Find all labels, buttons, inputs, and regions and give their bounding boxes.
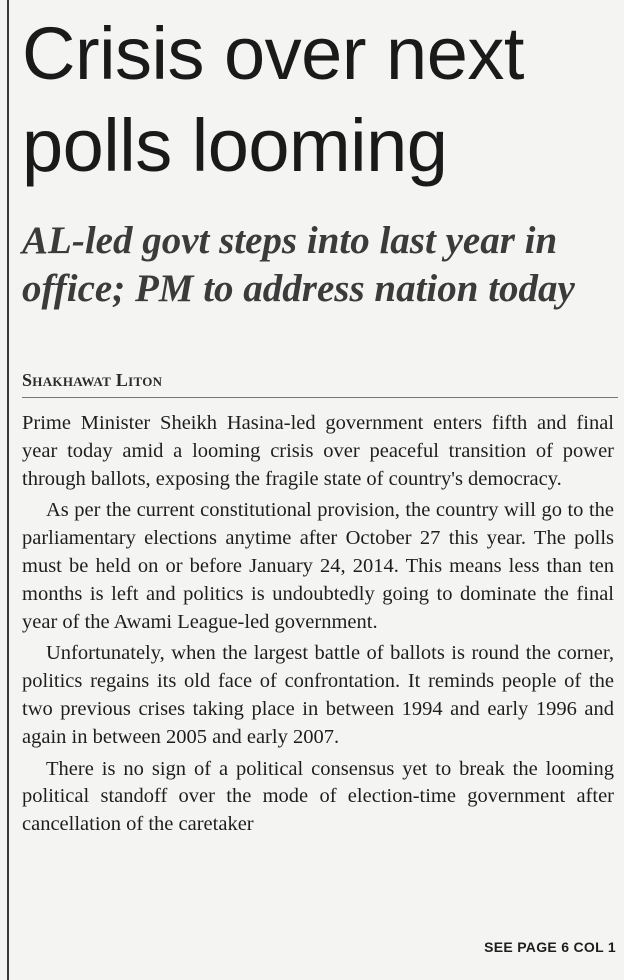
paragraph-3: Unfortunately, when the largest battle of ballots is round the corner, politics regains its old face of confrontation. It reminds people of the two previous crises taking place in between 1994 and early 1996 and again in between 2005 and early 2007. xyxy=(22,642,614,748)
paragraph-4: There is no sign of a political consensus yet to break the looming political standoff over the mode of election-time government after cancellation of the caretaker xyxy=(22,757,614,836)
subheadline: AL-led govt steps into last year in office; PM to address nation today xyxy=(22,219,575,310)
paragraph-1: Prime Minister Sheikh Hasina-led government enters fifth and final year today amid a looming crisis over peaceful transition of power through ballots, exposing the fragile state of country's democracy. xyxy=(22,412,614,490)
column-rule xyxy=(7,0,9,980)
article-body xyxy=(22,410,614,843)
byline-divider xyxy=(22,397,618,398)
headline: Crisis over next polls looming xyxy=(22,12,524,187)
continuation-jump-line[interactable]: SEE PAGE 6 COL 1 xyxy=(484,939,616,955)
paragraph-2: As per the current constitutional provision, the country will go to the parliamentary elections anytime after October 27 this year. The polls must be held on or before January 24, 2014. This means less than ten months is left and politics is undoubtedly going to dominate the final year of the Awami League-led government. xyxy=(22,499,614,633)
byline: Shakhawat Liton xyxy=(22,370,163,390)
